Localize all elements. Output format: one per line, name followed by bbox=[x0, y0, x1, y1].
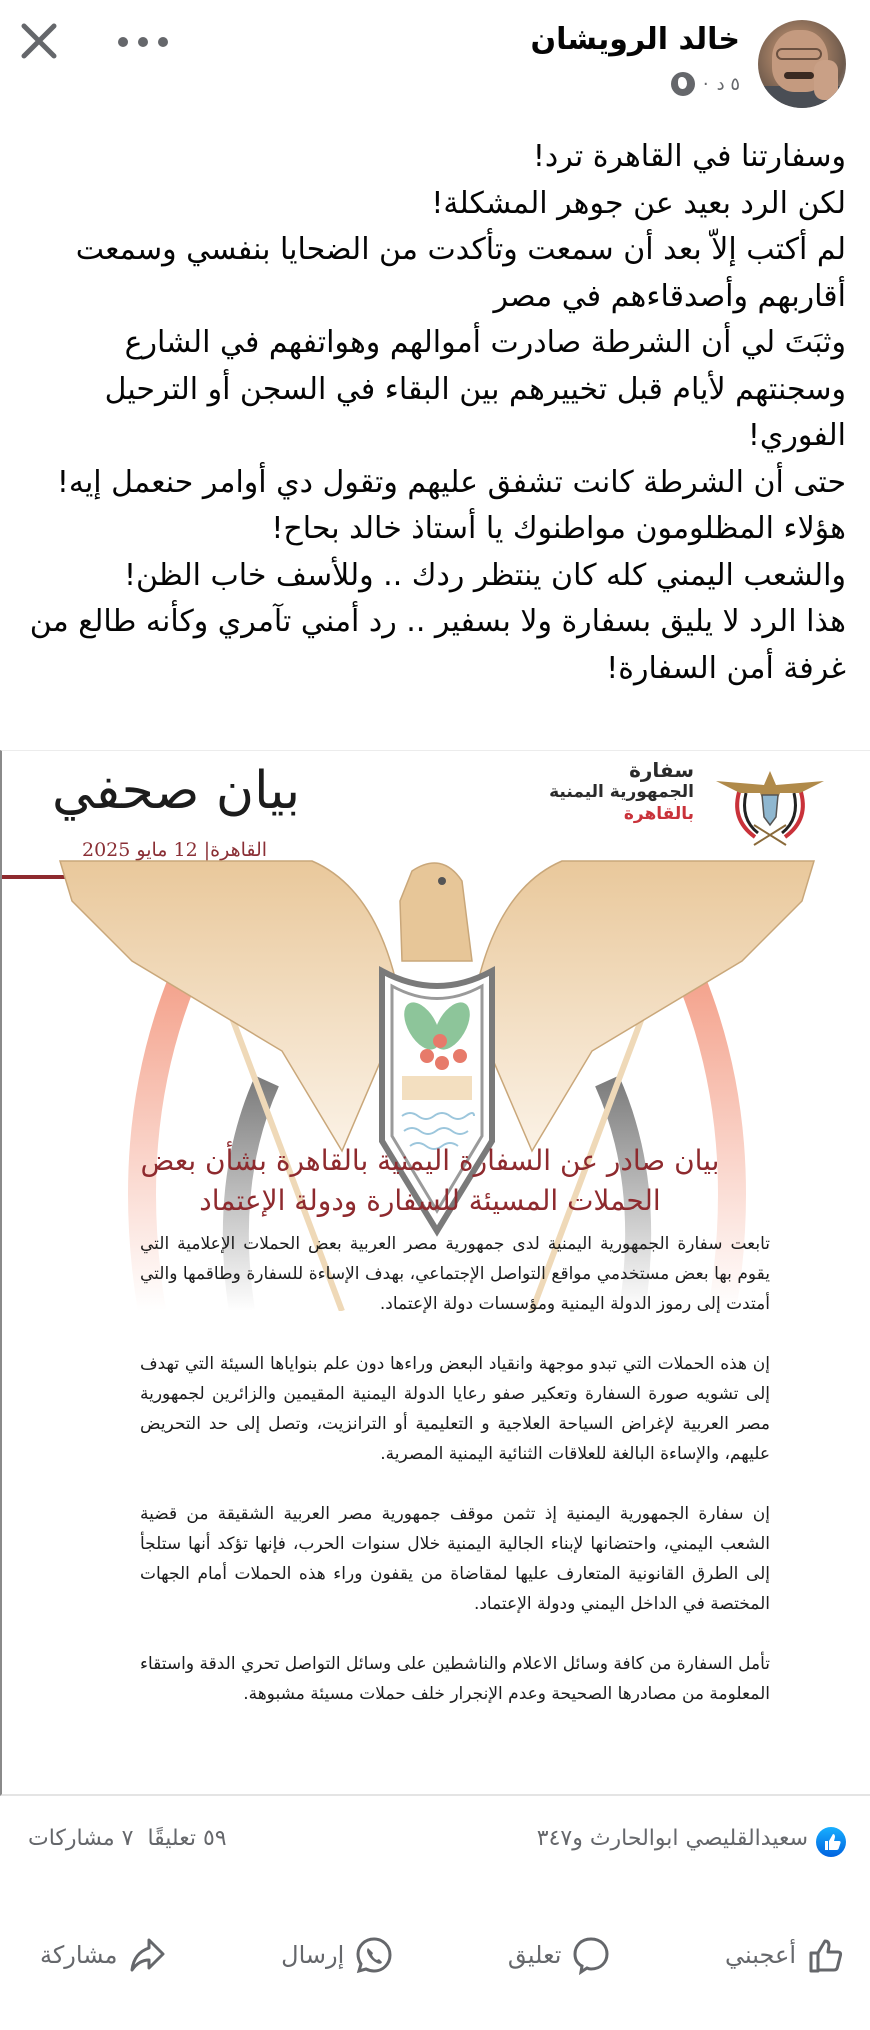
statement-title: بيان صادر عن السفارة اليمنية بالقاهرة بشأن بعض الحملات المسيئة للسفارة ودولة الإعتماد bbox=[140, 1144, 720, 1217]
share-icon bbox=[127, 1935, 167, 1975]
avatar-glasses bbox=[776, 48, 822, 60]
attached-image[interactable] bbox=[0, 750, 870, 1796]
globe-icon[interactable] bbox=[671, 72, 695, 96]
embassy-wordmark bbox=[549, 759, 694, 825]
post-body bbox=[16, 134, 846, 692]
press-release-date: القاهرة| 12 مايو 2025 bbox=[82, 839, 268, 861]
post-line: لم أكتب إلاّ بعد أن سمعت وتأكدت من الضحايا بنفسي وسمعت أقاربهم وأصدقاءهم في مصر bbox=[75, 232, 846, 314]
comment-label: تعليق bbox=[507, 1941, 562, 1969]
post-line: والشعب اليمني كله كان ينتظر ردك .. وللأسف خاب الظن! bbox=[123, 557, 846, 593]
thumbs-up-icon bbox=[806, 1935, 846, 1975]
comment-button[interactable] bbox=[508, 1910, 611, 2000]
share-button[interactable] bbox=[40, 1910, 167, 2000]
post-line: وسفارتنا في القاهرة ترد! bbox=[532, 139, 846, 174]
send-label: إرسال bbox=[281, 1941, 345, 1969]
comment-icon bbox=[571, 1935, 611, 1975]
embassy-line-2: الجمهورية اليمنية bbox=[549, 782, 694, 802]
more-options-button[interactable] bbox=[118, 30, 168, 54]
author-avatar[interactable] bbox=[758, 20, 846, 108]
yemen-emblem-icon bbox=[710, 759, 830, 849]
embassy-line-1: سفارة bbox=[629, 758, 694, 782]
post-header bbox=[0, 0, 870, 120]
author-name[interactable]: خالد الرويشان bbox=[530, 22, 740, 57]
post-line: هذا الرد لا يليق بسفارة ولا بسفير .. رد أمني تآمري وكأنه طالع من غرفة أمن السفارة! bbox=[29, 604, 846, 686]
post-line: هؤلاء المظلومون مواطنوك يا أستاذ خالد بحاح! bbox=[271, 511, 846, 546]
dot-icon bbox=[138, 37, 148, 47]
post-line: لكن الرد بعيد عن جوهر المشكلة! bbox=[431, 185, 846, 221]
dot-icon bbox=[158, 37, 168, 47]
close-button[interactable] bbox=[16, 18, 62, 64]
post-timestamp[interactable]: ٥ د bbox=[716, 73, 740, 95]
whatsapp-icon bbox=[354, 1935, 394, 1975]
close-icon bbox=[16, 18, 62, 64]
like-label: أعجبني bbox=[725, 1941, 796, 1969]
shares-count[interactable]: ٧ مشاركات bbox=[28, 1826, 134, 1851]
statement-body bbox=[140, 1229, 770, 1739]
post-actions-bar bbox=[0, 1910, 870, 2000]
send-button[interactable] bbox=[281, 1910, 394, 2000]
like-reaction-icon[interactable] bbox=[816, 1827, 846, 1857]
like-button[interactable] bbox=[725, 1910, 846, 2000]
engagement-counts bbox=[28, 1826, 227, 1851]
statement-paragraph: تأمل السفارة من كافة وسائل الاعلام والناشطين على وسائل التواصل تحري الدقة واستقاء المعلومة من مصادرها الصحيحة وعدم الإنجرار خلف حملات مسيئة مشبوهة. bbox=[140, 1654, 770, 1704]
statement-paragraph: إن هذه الحملات التي تبدو موجهة وانقياد البعض وراءها دون علم بنواياها السيئة التي تهدف إلى تشويه صورة السفارة وتعكير صفو رعايا الدولة اليمنية المقيمين والزائرين لجمهورية مصر العربية لإغراض السياحة العلاجية و التعليمية أو الترانزيت، وتصل إلى حد التحريض عليهم، والإساءة البالغة للعلاقات الثنائية اليمنية المصرية. bbox=[140, 1354, 770, 1464]
press-release-title: بيان صحفي bbox=[52, 761, 301, 821]
embassy-line-3: بالقاهرة bbox=[623, 804, 694, 824]
comments-count[interactable]: ٥٩ تعليقًا bbox=[147, 1826, 227, 1851]
reactions-summary bbox=[0, 1812, 870, 1872]
statement-paragraph: إن سفارة الجمهورية اليمنية إذ تثمن موقف جمهورية مصر العربية الشقيقة من قضية الشعب اليمني، واحتضانها لإبناء الجالية اليمنية خلال سنوات الحرب، فإنها تؤكد أنها ستلجأ إلى الطرق القانونية المتعارف عليها لمقاضاة من يقفون وراء هذه الحملات أمام الجهات المختصة في الداخل اليمني ودولة الإعتماد. bbox=[140, 1504, 770, 1614]
avatar-hand bbox=[814, 60, 838, 100]
post-meta bbox=[671, 72, 740, 96]
post-line: وثبَتَ لي أن الشرطة صادرت أموالهم وهواتفهم في الشارع وسجنتهم لأيام قبل تخييرهم بين البقاء في السجن أو الترحيل الفوري! bbox=[104, 325, 846, 453]
statement-paragraph: تابعت سفارة الجمهورية اليمنية لدى جمهورية مصر العربية بعض الحملات الإعلامية التي يقوم بها بعض مستخدمي مواقع التواصل الإجتماعي، بهدف الإساءة للسفارة وطاقمها والتي أمتدت إلى رموز الدولة اليمنية ومؤسسات دولة الإعتماد. bbox=[140, 1234, 770, 1314]
avatar-mustache bbox=[784, 72, 814, 79]
meta-separator: · bbox=[702, 73, 709, 95]
likers-text[interactable]: سعيدالقليصي ابوالحارث و٣٤٧ bbox=[536, 1826, 808, 1851]
post-line: حتى أن الشرطة كانت تشفق عليهم وتقول دي أوامر حنعمل إيه! bbox=[56, 464, 846, 500]
share-label: مشاركة bbox=[40, 1941, 118, 1969]
dot-icon bbox=[118, 37, 128, 47]
